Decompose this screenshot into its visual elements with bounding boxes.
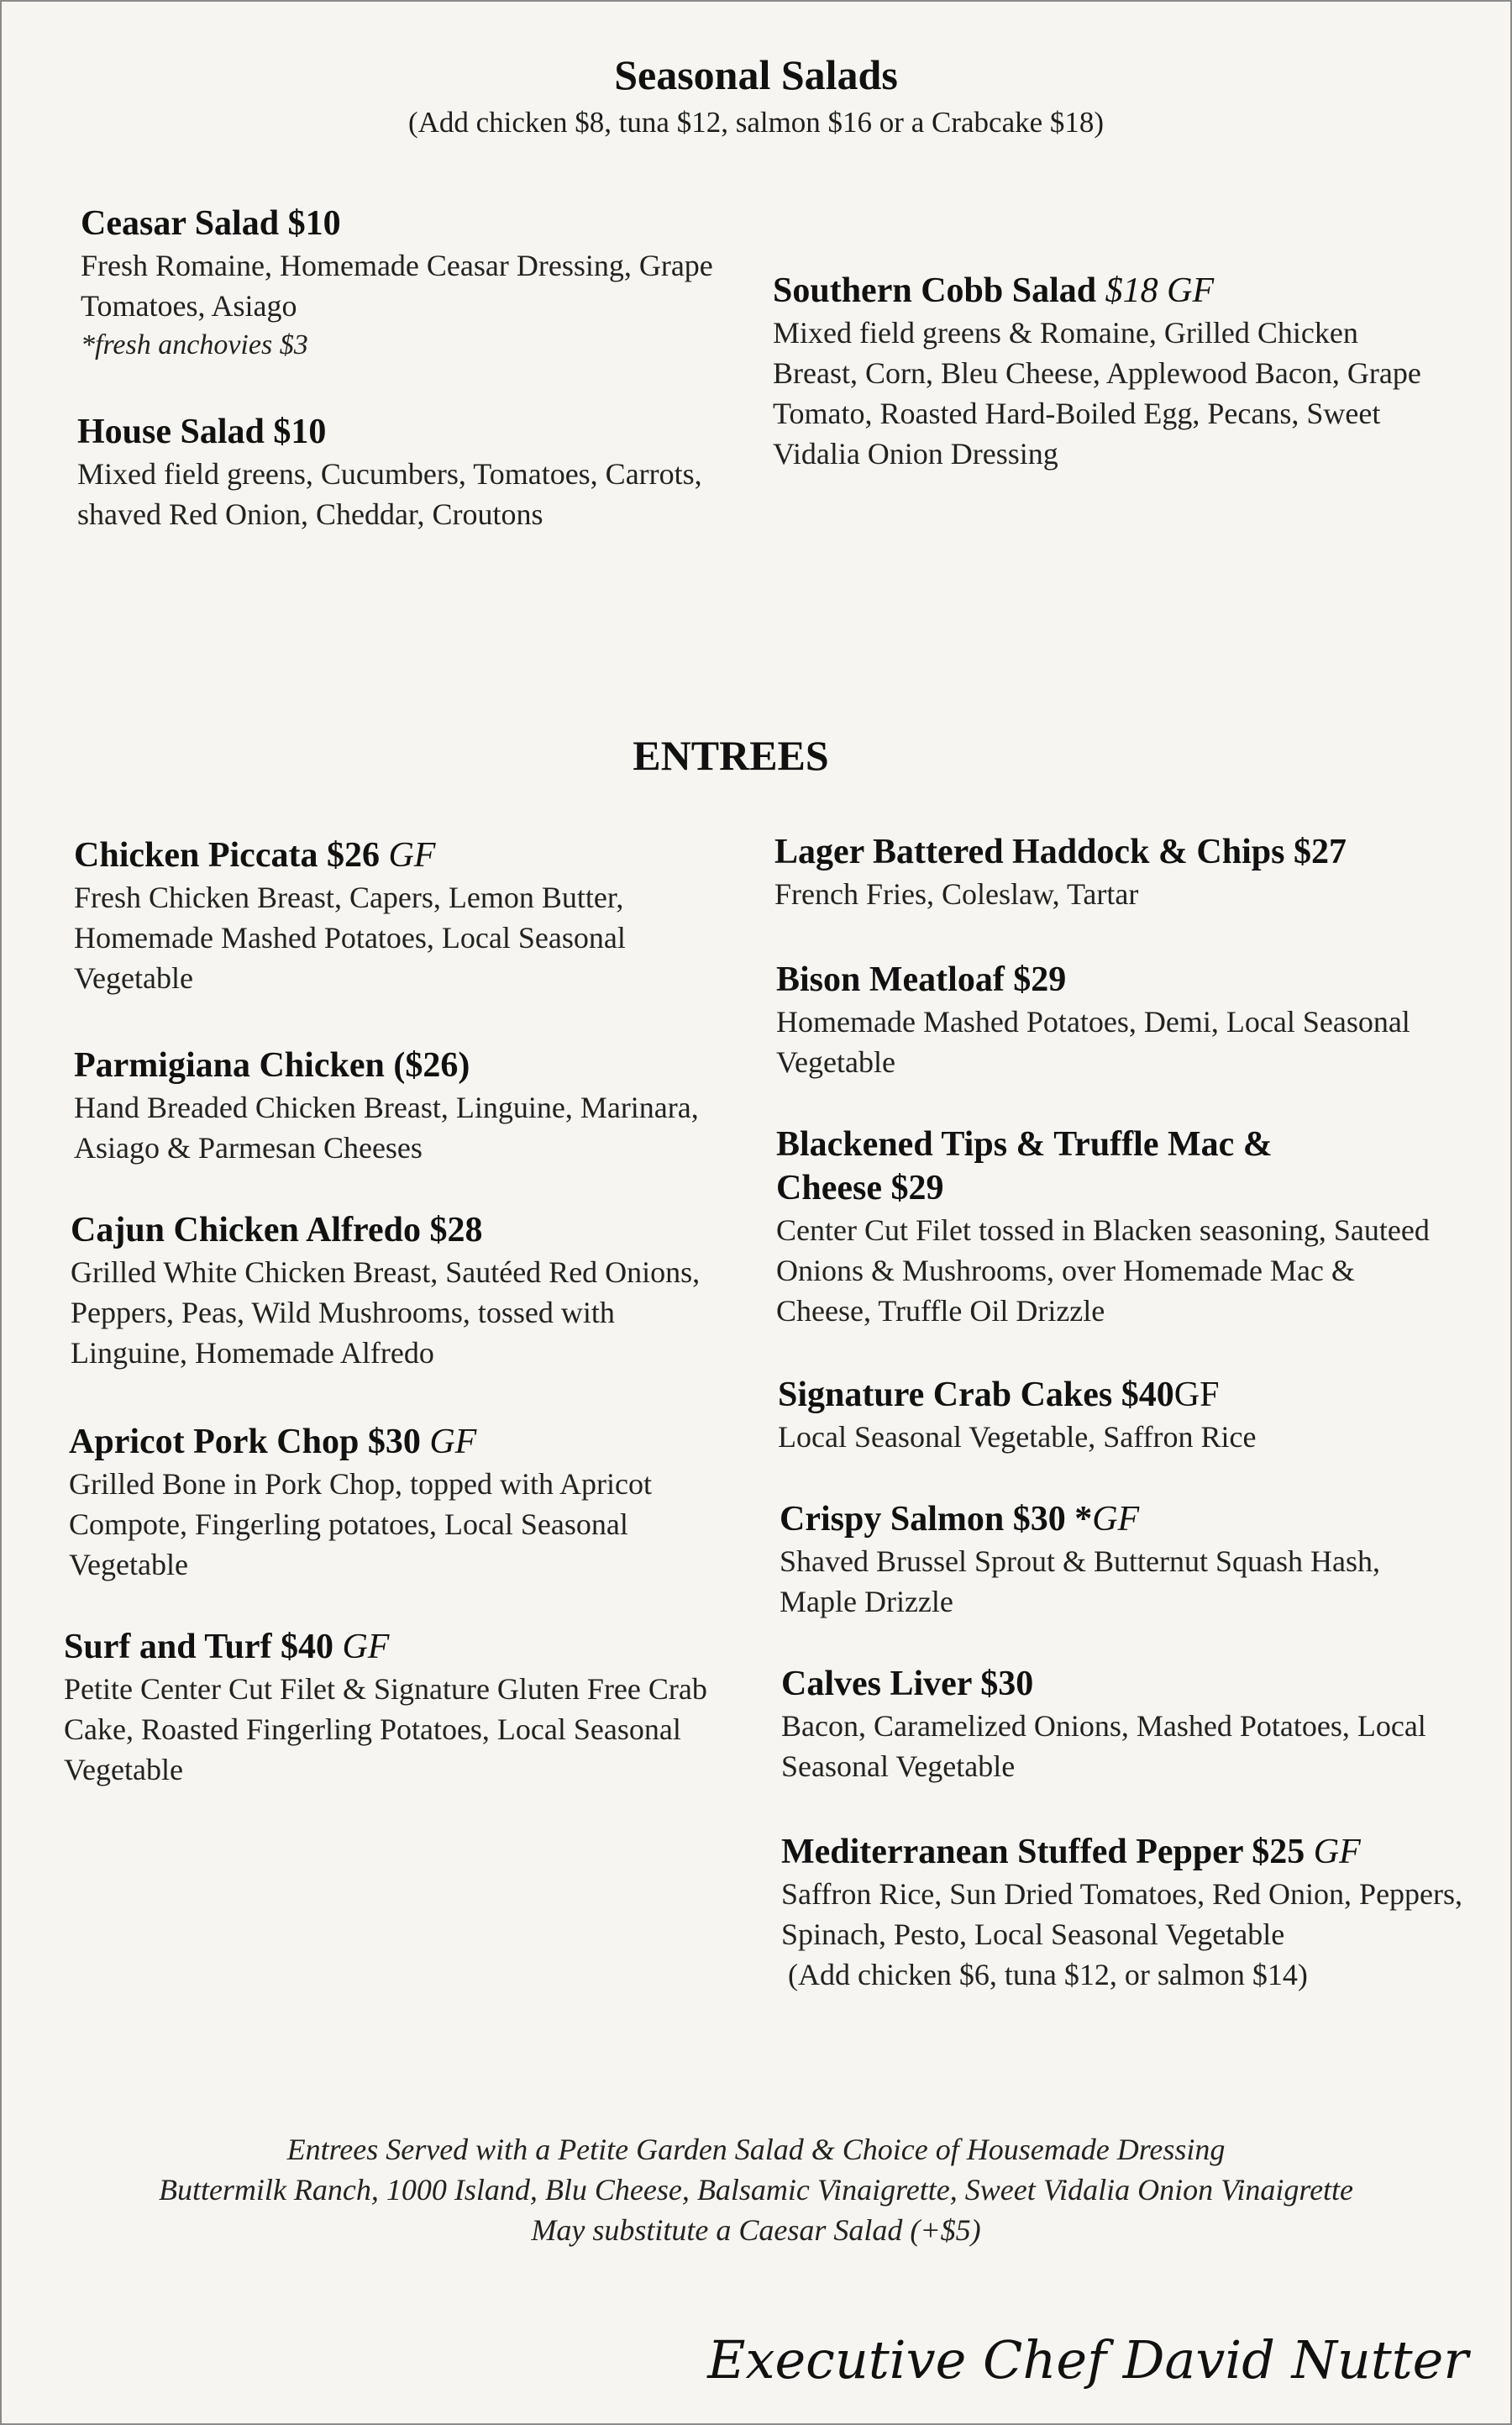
footer-caesar-substitute: May substitute a Caesar Salad (+$5) [531,2213,981,2247]
entree-parmigiana-chicken [74,1044,738,1168]
item-name-text: Signature Crab Cakes $40 [778,1376,1174,1414]
entree-apricot-pork-chop [69,1420,732,1585]
item-name-text: Crispy Salmon $30 * [780,1500,1093,1539]
item-addons-note: (Add chicken $6, tuna $12, or salmon $14) [788,1958,1308,1991]
entree-chicken-piccata [74,834,738,998]
executive-chef-credit: Executive Chef David Nutter [707,2329,1468,2391]
item-name: Ceasar Salad $10 [81,204,341,243]
gf-tag: GF [1092,1500,1140,1539]
item-description: Local Seasonal Vegetable, Saffron Rice [778,1420,1257,1454]
item-description: Grilled White Chicken Breast, Sautéed Red Onions, Peppers, Peas, Wild Mushrooms, tossed with Linguine, Homemade Alfredo [71,1255,701,1370]
item-description: Mixed field greens, Cucumbers, Tomatoes, Carrots, shaved Red Onion, Cheddar, Croutons [77,457,702,531]
item-extra: *fresh anchovies $3 [81,329,308,360]
item-name [778,1373,1450,1417]
item-description: Fresh Romaine, Homemade Ceasar Dressing, Grape Tomatoes, Asiago [81,249,713,323]
entree-lager-battered-haddock [774,830,1463,914]
entree-calves-liver [781,1662,1453,1786]
item-name [74,834,738,877]
item-description: Center Cut Filet tossed in Blacken seasoning, Sauteed Onions & Mushrooms, over Homemade Mac & Cheese, Truffle Oil Drizzle [776,1213,1430,1328]
item-name-text: Chicken Piccata $26 [74,836,389,875]
gf-tag: GF [342,1628,390,1666]
salads-title: Seasonal Salads [614,51,898,98]
salad-item-house [77,410,716,534]
entree-bison-meatloaf [776,958,1440,1082]
item-description: French Fries, Coleslaw, Tartar [774,877,1139,911]
entree-blackened-tips [776,1123,1448,1331]
item-price-gf: $18 GF [1105,271,1215,310]
item-description: Shaved Brussel Sprout & Butternut Squash Hash, Maple Drizzle [780,1544,1380,1618]
item-name-text: Surf and Turf $40 [64,1628,343,1666]
item-name-text: Apricot Pork Chop $30 [69,1423,430,1461]
entree-crispy-salmon [780,1497,1452,1622]
salad-item-southern-cobb [773,269,1445,474]
item-name: Cajun Chicken Alfredo $28 [71,1211,483,1249]
salads-addons-note: (Add chicken $8, tuna $12, salmon $16 or a Crabcake $18) [407,106,1105,139]
entree-mediterranean-stuffed-pepper [781,1830,1470,1995]
item-name: Parmigiana Chicken ($26) [74,1046,470,1085]
gf-tag: GF [388,836,436,875]
item-description: Fresh Chicken Breast, Capers, Lemon Butter, Homemade Mashed Potatoes, Local Seasonal Vegetable [74,881,626,995]
item-description: Bacon, Caramelized Onions, Mashed Potatoes, Local Seasonal Vegetable [781,1709,1426,1783]
item-name: Lager Battered Haddock & Chips $27 [774,833,1347,871]
item-name: Calves Liver $30 [781,1665,1034,1703]
footer-served-with: Entrees Served with a Petite Garden Salad & Choice of Housemade Dressing [286,2133,1226,2166]
item-name: House Salad $10 [77,413,327,451]
item-name-text: Southern Cobb Salad [773,271,1105,310]
item-description: Petite Center Cut Filet & Signature Gluten Free Crab Cake, Roasted Fingerling Potatoes, Local Seasonal Vegetable [64,1672,707,1786]
entree-surf-and-turf [64,1625,753,1790]
item-name [64,1625,753,1669]
item-name: Bison Meatloaf $29 [776,960,1067,999]
item-description: Grilled Bone in Pork Chop, topped with Apricot Compote, Fingerling potatoes, Local Seasonal Vegetable [69,1467,652,1581]
item-name [69,1420,732,1464]
entree-signature-crab-cakes [778,1373,1450,1457]
salad-item-ceasar [81,202,736,365]
item-name [780,1497,1452,1541]
item-name [781,1830,1470,1874]
entree-cajun-chicken-alfredo [71,1208,734,1373]
item-name-text: Mediterranean Stuffed Pepper $25 [781,1833,1314,1871]
entrees-title: ENTREES [633,732,829,779]
item-name [773,269,1445,313]
gf-tag: GF [1313,1833,1361,1871]
item-description: Homemade Mashed Potatoes, Demi, Local Seasonal Vegetable [776,1005,1410,1079]
gf-tag: GF [429,1423,477,1461]
gf-tag: GF [1173,1376,1220,1414]
item-description: Hand Breaded Chicken Breast, Linguine, Marinara, Asiago & Parmesan Cheeses [74,1091,699,1165]
item-name: Blackened Tips & Truffle Mac & Cheese $29 [776,1125,1273,1207]
footer-dressings: Buttermilk Ranch, 1000 Island, Blu Cheese, Balsamic Vinaigrette, Sweet Vidalia Onion Vinaigrette [158,2173,1354,2207]
item-description: Saffron Rice, Sun Dried Tomatoes, Red Onion, Peppers, Spinach, Pesto, Local Seasonal Vegetable [781,1877,1463,1951]
item-description: Mixed field greens & Romaine, Grilled Chicken Breast, Corn, Bleu Cheese, Applewood Bacon, Grape Tomato, Roasted Hard-Boiled Egg, Pecans, Sweet Vidalia Onion Dressing [773,316,1421,471]
